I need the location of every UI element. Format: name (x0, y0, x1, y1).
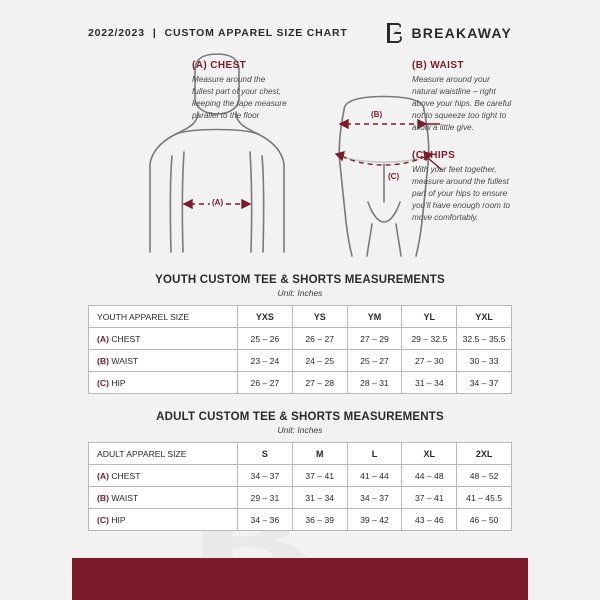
table-row (89, 487, 512, 509)
row-name: CHEST (111, 470, 141, 481)
page-title: CUSTOM APPAREL SIZE CHART (164, 27, 348, 39)
callout-hips (412, 150, 512, 223)
adult-row-header: ADULT APPAREL SIZE (89, 443, 238, 465)
youth-chest-yl: 29 – 32.5 (402, 328, 457, 350)
callout-chest-body: Measure around the fullest part of your chest, keeping the tape measure parallel to the floor (192, 75, 287, 120)
measurement-diagram (72, 52, 528, 267)
adult-section-title: ADULT CUSTOM TEE & SHORTS MEASUREMENTS (156, 411, 444, 423)
row-code: (C) (97, 377, 109, 388)
adult-waist-xl: 37 – 41 (402, 487, 457, 509)
adult-hip-l: 39 – 42 (347, 509, 402, 531)
youth-chest-yxs: 25 – 26 (238, 328, 293, 350)
youth-hip-yxl: 34 – 37 (457, 372, 512, 394)
youth-col-1: YXS (238, 306, 293, 328)
table-row (89, 328, 512, 350)
adult-waist-2xl: 41 – 45.5 (457, 487, 512, 509)
youth-unit-label: Unit: Inches (277, 288, 323, 298)
adult-row-chest-label (89, 465, 238, 487)
table-row (89, 509, 512, 531)
row-name: WAIST (111, 492, 139, 503)
table-row (89, 372, 512, 394)
hips-tag: (C) (388, 172, 400, 181)
adult-chest-s: 34 – 37 (238, 465, 293, 487)
adult-section (88, 411, 512, 531)
callout-waist (412, 60, 512, 133)
callout-waist-title: (B) WAIST (412, 60, 464, 71)
adult-col-3: L (347, 443, 402, 465)
adult-col-4: XL (402, 443, 457, 465)
adult-waist-s: 29 – 31 (238, 487, 293, 509)
adult-hip-m: 36 – 39 (292, 509, 347, 531)
row-code: (A) (97, 470, 109, 481)
youth-chest-ys: 26 – 27 (292, 328, 347, 350)
adult-waist-l: 34 – 37 (347, 487, 402, 509)
youth-col-4: YL (402, 306, 457, 328)
row-name: CHEST (111, 333, 141, 344)
footer-bar (72, 558, 528, 600)
callout-waist-body: Measure around your natural waistline – right above your hips. Be careful not to squeeze too tight to allow a little give. (412, 75, 512, 132)
table-row (89, 465, 512, 487)
adult-waist-m: 31 – 34 (292, 487, 347, 509)
youth-row-waist-label (89, 350, 238, 372)
header-separator: | (152, 27, 157, 39)
row-code: (C) (97, 514, 109, 525)
youth-waist-yl: 27 – 30 (402, 350, 457, 372)
b-monogram-icon (384, 21, 404, 45)
adult-chest-2xl: 48 – 52 (457, 465, 512, 487)
header-year: 2022/2023 (88, 27, 145, 39)
row-name: WAIST (111, 355, 139, 366)
adult-col-5: 2XL (457, 443, 512, 465)
youth-section (88, 274, 512, 394)
chest-tag: (A) (212, 198, 224, 207)
youth-waist-yxl: 30 – 33 (457, 350, 512, 372)
table-row (89, 350, 512, 372)
row-name: HIP (111, 377, 126, 388)
adult-row-waist-label (89, 487, 238, 509)
callout-chest-title: (A) CHEST (192, 60, 247, 71)
adult-size-table (88, 442, 512, 531)
youth-col-3: YM (347, 306, 402, 328)
table-header-row (89, 306, 512, 328)
youth-row-chest-label (89, 328, 238, 350)
row-code: (A) (97, 333, 109, 344)
youth-chest-yxl: 32.5 – 35.5 (457, 328, 512, 350)
youth-col-2: YS (292, 306, 347, 328)
youth-hip-yl: 31 – 34 (402, 372, 457, 394)
adult-chest-xl: 44 – 48 (402, 465, 457, 487)
adult-hip-s: 34 – 36 (238, 509, 293, 531)
adult-hip-2xl: 46 – 50 (457, 509, 512, 531)
adult-unit-label: Unit: Inches (277, 425, 323, 435)
adult-hip-xl: 43 – 46 (402, 509, 457, 531)
youth-hip-yxs: 26 – 27 (238, 372, 293, 394)
brand-name: BREAKAWAY (411, 25, 512, 41)
row-code: (B) (97, 492, 109, 503)
youth-row-hip-label (89, 372, 238, 394)
brand-lockup (384, 21, 512, 45)
youth-size-table (88, 305, 512, 394)
youth-waist-yxs: 23 – 24 (238, 350, 293, 372)
adult-col-1: S (238, 443, 293, 465)
youth-hip-ys: 27 – 28 (292, 372, 347, 394)
adult-col-2: M (292, 443, 347, 465)
adult-row-hip-label (89, 509, 238, 531)
youth-section-title: YOUTH CUSTOM TEE & SHORTS MEASUREMENTS (155, 274, 445, 286)
youth-waist-ys: 24 – 25 (292, 350, 347, 372)
table-header-row (89, 443, 512, 465)
row-code: (B) (97, 355, 109, 366)
row-name: HIP (111, 514, 126, 525)
youth-row-header: YOUTH APPAREL SIZE (89, 306, 238, 328)
adult-chest-l: 41 – 44 (347, 465, 402, 487)
callout-hips-title: (C) HIPS (412, 150, 456, 161)
header-title-group (88, 27, 348, 39)
waist-tag: (B) (371, 110, 383, 119)
youth-hip-ym: 28 – 31 (347, 372, 402, 394)
youth-waist-ym: 25 – 27 (347, 350, 402, 372)
page-header (88, 20, 512, 46)
youth-col-5: YXL (457, 306, 512, 328)
callout-chest (192, 60, 288, 122)
callout-hips-body: With your feet together, measure around the fullest part of your hips to ensure you'll have enough room to move comfortably. (412, 165, 511, 222)
adult-chest-m: 37 – 41 (292, 465, 347, 487)
youth-chest-ym: 27 – 29 (347, 328, 402, 350)
